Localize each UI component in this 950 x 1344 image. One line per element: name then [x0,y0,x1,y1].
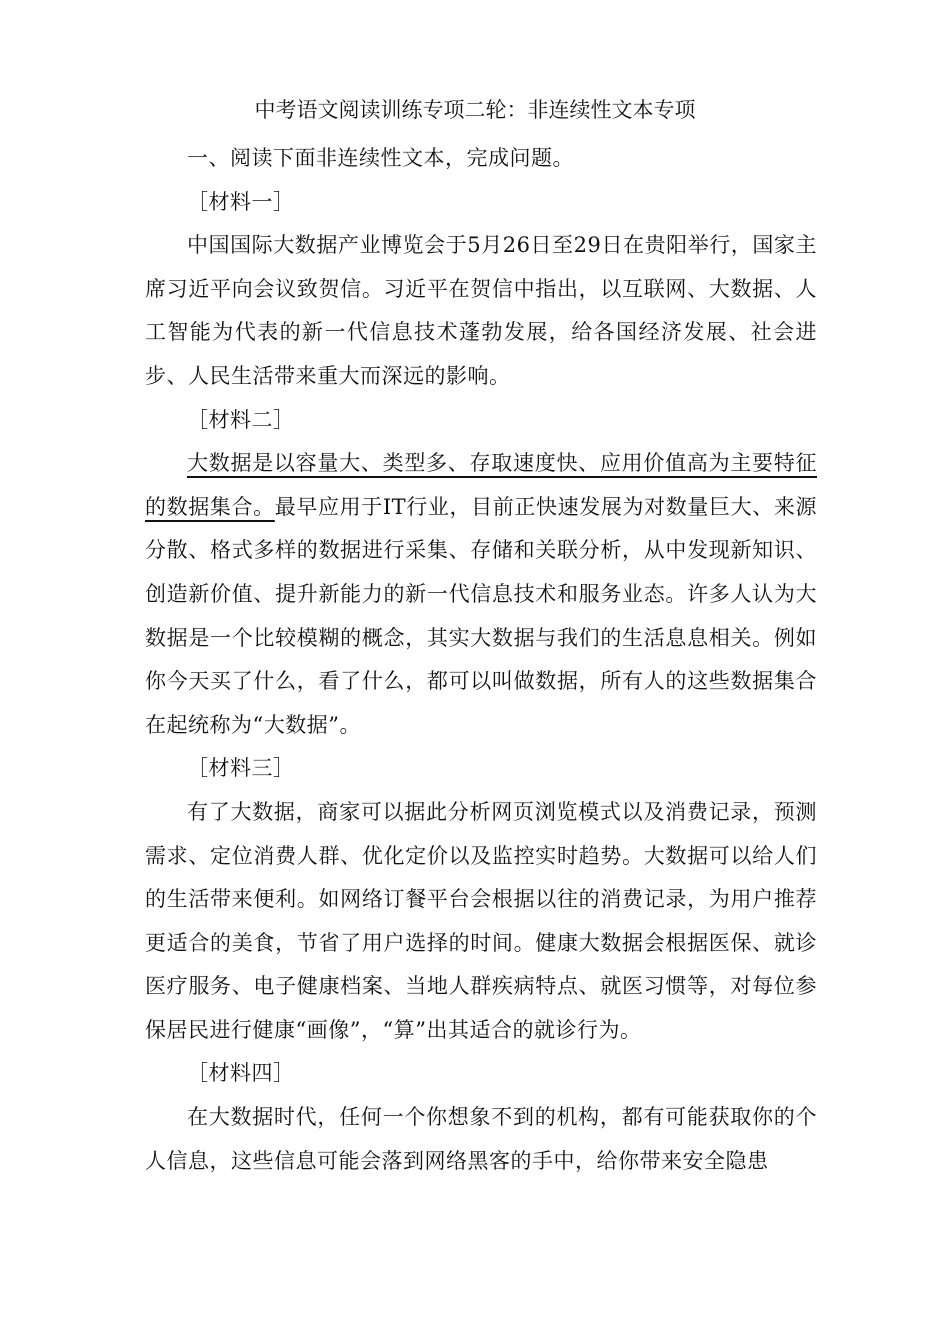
material-3-text: 有了大数据，商家可以据此分析网页浏览模式以及消费记录，预测需求、定位消费人群、优化定价以及监控实时趋势。大数据可以给人们的生活带来便利。如网络订餐平台会根据以往的消费记录，为用户推荐更适合的美食，节省了用户选择的时间。健康大数据会根据医保、就诊医疗服务、电子健康档案、当地人群疾病特点、就医习惯等，对每位参保居民进行健康“画像”，“算”出其适合的就诊行为。 [145,799,817,1042]
section-heading: 一、阅读下面非连续性文本，完成问题。 [187,146,574,170]
material-2-text: 最早应用于IT行业，目前正快速发展为对数量巨大、来源分散、格式多样的数据进行采集、存储和关联分析，从中发现新知识、创造新价值、提升新能力的新一代信息技术和服务业态。许多人认为大数据是一个比较模糊的概念，其实大数据与我们的生活息息相关。例如你今天买了什么，看了什么，都可以叫做数据，所有人的这些数据集合在起统称为“大数据”。 [145,494,818,737]
material-2-paragraph [145,442,817,747]
material-3-label: ［材料三］ [187,756,295,781]
document-title: 中考语文阅读训练专项二轮：非连续性文本专项 [254,98,696,122]
material-4-label: ［材料四］ [187,1061,295,1086]
material-1-text: 中国国际大数据产业博览会于5月26日至29日在贵阳举行，国家主席习近平向会议致贺信。习近平在贺信中指出，以互联网、大数据、人工智能为代表的新一代信息技术蓬勃发展，给各国经济发展、社会进步、人民生活带来重大而深远的影响。 [145,233,817,388]
material-1-label: ［材料一］ [187,189,295,214]
material-4-text: 在大数据时代，任何一个你想象不到的机构，都有可能获取你的个人信息，这些信息可能会落到网络黑客的手中，给你带来安全隐患 [145,1105,817,1173]
material-2-label: ［材料二］ [187,407,295,432]
material-2-underlined-definition: 大数据是以容量大、类型多、存取速度快、应用价值高为主要特征的数据集合。 [145,451,817,519]
document-body [145,137,817,1183]
